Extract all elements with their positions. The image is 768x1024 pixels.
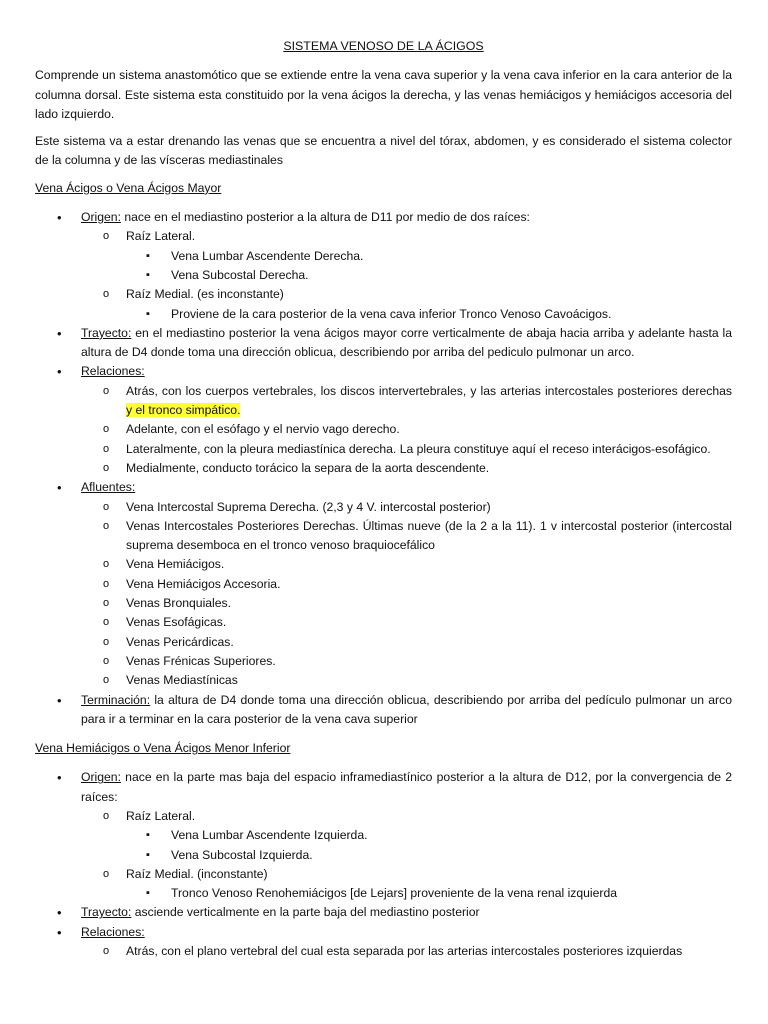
list-item: o Vena Hemiácigos. [35,555,732,574]
list-item: o Venas Pericárdicas. [35,633,732,652]
origen-item [35,208,732,324]
afluentes-label: Afluentes: [81,480,136,495]
raiz-medial-label: Raíz Medial. (es inconstante) [126,287,284,302]
raiz-lateral-label: Raíz Lateral. [126,808,196,823]
acigos-outline [35,208,732,729]
relaciones-label: Relaciones: [81,364,145,379]
document-page [35,37,732,961]
list-item: o Lateralmente, con la pleura mediastínica derecha. La pleura constituye aquí el receso interácigos-esofágico. [35,440,732,459]
intro-paragraph-1: Comprende un sistema anastomótico que se extiende entre la vena cava superior y la vena cava inferior en la cara anterior de la columna dorsal. Este sistema esta constituido por la vena ácigos la derecha, y las venas hemiácigos y hemiácigos accesoria del lado izquierdo. [35,68,732,121]
origen-item [35,768,732,903]
raiz-medial-sublist [126,305,732,324]
relaciones-item [35,923,732,962]
list-item: ▪ Vena Lumbar Ascendente Derecha. [35,247,732,266]
terminacion-item [35,691,732,730]
terminacion-text: la altura de D4 donde toma una dirección oblicua, describiendo por arriba del pedículo pulmonar un arco para ir a terminar en la cara posterior de la vena cava superior [81,692,732,726]
list-item: o Atrás, con el plano vertebral del cual esta separada por las arterias intercostales posteriores izquierdas [35,942,732,961]
trayecto-item [35,903,732,922]
trayecto-text: en el mediastino posterior la vena ácigos mayor corre verticalmente de abaja hacia arriba y adelante hasta la altura de D4 donde toma una dirección oblicua, describiendo por arriba del pediculo pulmonar un arco. [81,325,732,360]
list-item: ▪ Vena Subcostal Derecha. [35,266,732,285]
origen-label: Origen: [81,770,121,785]
list-item: o Venas Mediastínicas [35,671,732,690]
list-item: ▪ Vena Subcostal Izquierda. [35,846,732,865]
list-item: o Medialmente, conducto torácico la separa de la aorta descendente. [35,459,732,478]
section-heading-acigos: Vena Ácigos o Vena Ácigos Mayor [35,180,222,195]
raiz-lateral [35,807,732,865]
origen-label: Origen: [81,210,121,225]
document-title: SISTEMA VENOSO DE LA ÁCIGOS [283,39,484,53]
list-item: ▪ Vena Lumbar Ascendente Izquierda. [35,826,732,845]
highlighted-text: y el tronco simpático. [126,403,241,418]
origen-text: nace en la parte mas baja del espacio inframediastínico posterior a la altura de D12, por la convergencia de 2 raíces: [81,770,732,804]
list-item: o Vena Intercostal Suprema Derecha. (2,3 y 4 V. intercostal posterior) [35,498,732,517]
origen-text: nace en el mediastino posterior a la altura de D11 por medio de dos raíces: [120,210,530,225]
list-item: o Adelante, con el esófago y el nervio vago derecho. [35,420,732,439]
afluentes-sublist [81,498,732,691]
trayecto-text: asciende verticalmente en la parte baja del mediastino posterior [131,905,480,920]
trayecto-item [35,324,732,363]
raiz-medial [35,865,732,904]
relaciones-label: Relaciones: [81,924,145,939]
raiz-medial-label: Raíz Medial. (inconstante) [126,866,268,881]
raiz-lateral-sublist [126,247,732,286]
raiz-lateral-sublist [126,826,732,865]
raiz-lateral [35,227,732,285]
terminacion-label: Terminación: [81,692,151,707]
relaciones-sublist [81,942,732,961]
relacion-atras-text: Atrás, con los cuerpos vertebrales, los discos intervertebrales, y las arterias intercostales posteriores derechas [126,383,732,398]
hemiacigos-outline [35,768,732,961]
trayecto-label: Trayecto: [81,325,132,340]
origen-sublist [81,227,732,323]
section-heading-hemiacigos: Vena Hemiácigos o Vena Ácigos Menor Inferior [35,741,291,756]
list-item: o Venas Esofágicas. [35,613,732,632]
afluentes-item [35,478,732,690]
relaciones-sublist [81,382,732,478]
list-item: o Vena Hemiácigos Accesoria. [35,575,732,594]
list-item: o Venas Frénicas Superiores. [35,652,732,671]
origen-sublist [81,807,732,903]
relaciones-item [35,362,732,478]
trayecto-label: Trayecto: [81,905,132,920]
list-item [35,382,732,421]
list-item: o Venas Bronquiales. [35,594,732,613]
raiz-medial [35,285,732,324]
raiz-lateral-label: Raíz Lateral. [126,229,196,244]
list-item: o Venas Intercostales Posteriores Derechas. Últimas nueve (de la 2 a la 11). 1 v intercostal posterior (intercostal suprema desemboca en el tronco venoso braquiocefálico [35,517,732,556]
list-item: ▪ Tronco Venoso Renohemiácigos [de Lejars] proveniente de la vena renal izquierda [35,884,732,903]
raiz-medial-sublist [126,884,732,903]
list-item: ▪ Proviene de la cara posterior de la vena cava inferior Tronco Venoso Cavoácigos. [35,305,732,324]
intro-paragraph-2: Este sistema va a estar drenando las venas que se encuentra a nivel del tórax, abdomen, y es considerado el sistema colector de la columna y de las vísceras mediastinales [35,134,732,168]
